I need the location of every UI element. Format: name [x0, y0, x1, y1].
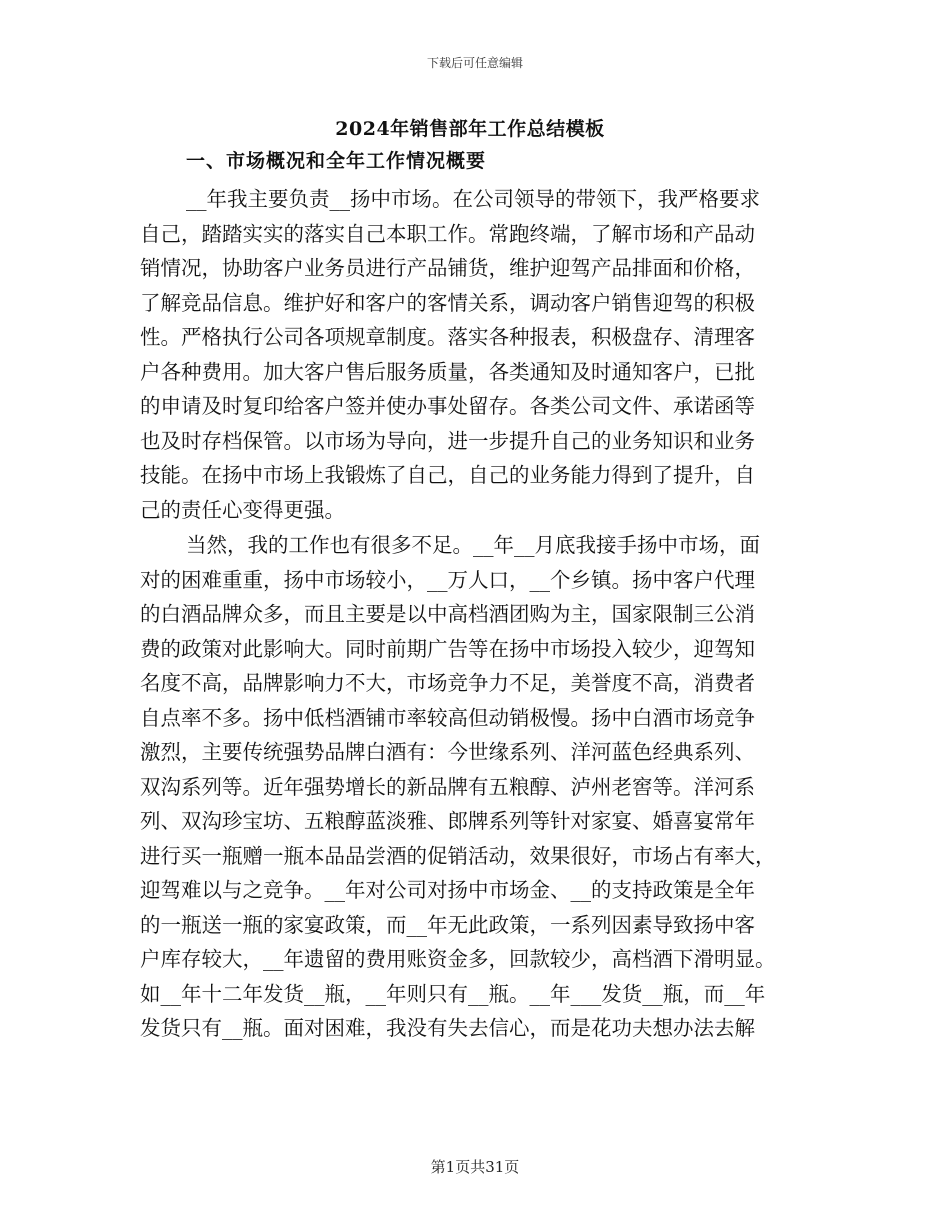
text-line: 户各种费用。加大客户售后服务质量，各类通知及时通知客户，已批 [140, 359, 755, 384]
page-footer: 第1页共31页 [430, 1158, 520, 1176]
text-line: 己的责任心变得更强。 [140, 497, 345, 522]
text-line: 了解竞品信息。维护好和客户的客情关系，调动客户销售迎驾的积极 [140, 290, 755, 315]
text-line: 名度不高，品牌影响力不大，市场竞争力不足，美誉度不高，消费者 [140, 671, 755, 695]
text-line: 的白酒品牌众多，而且主要是以中高档酒团购为主，国家限制三公消 [140, 602, 755, 626]
text-line: 对的困难重重，扬中市场较小，__万人口，__个乡镇。扬中客户代理 [140, 567, 755, 592]
section-heading: 一、市场概况和全年工作情况概要 [186, 150, 487, 172]
text-line: 销情况，协助客户业务员进行产品铺货，维护迎驾产品排面和价格， [140, 256, 755, 280]
text-line: 的申请及时复印给客户签并使办事处留存。各类公司文件、承诺函等 [140, 394, 755, 418]
text-line: __年我主要负责__扬中市场。在公司领导的带领下，我严格要求 [186, 187, 760, 211]
text-line: 技能。在扬中市场上我锻炼了自己，自己的业务能力得到了提升，自 [140, 463, 755, 487]
text-line: 列、双沟珍宝坊、五粮醇蓝淡雅、郎牌系列等针对家宴、婚喜宴常年 [140, 809, 755, 833]
text-line: 户库存较大，__年遗留的费用账资金多，回款较少，高档酒下滑明显。 [140, 947, 776, 971]
text-line: 性。严格执行公司各项规章制度。落实各种报表，积极盘存、清理客 [140, 325, 755, 349]
document-title: 2024年销售部年工作总结模板 [335, 118, 605, 140]
text-line: 激烈，主要传统强势品牌白酒有：今世缘系列、洋河蓝色经典系列、 [140, 740, 755, 764]
text-line: 的一瓶送一瓶的家宴政策，而__年无此政策，一系列因素导致扬中客 [140, 912, 755, 937]
text-line: 当然，我的工作也有很多不足。__年__月底我接手扬中市场，面 [186, 533, 760, 557]
text-line: 如__年十二年发货__瓶，__年则只有__瓶。__年___发货__瓶，而__年 [140, 981, 766, 1006]
text-line: 也及时存档保管。以市场为导向，进一步提升自己的业务知识和业务 [140, 428, 755, 453]
text-line: 发货只有__瓶。面对困难，我没有失去信心，而是花功夫想办法去解 [140, 1016, 755, 1040]
text-line: 自点率不多。扬中低档酒铺市率较高但动销极慢。扬中白酒市场竞争 [140, 705, 755, 730]
page-header: 下载后可任意编辑 [426, 56, 523, 70]
text-line: 迎驾难以与之竞争。__年对公司对扬中市场金、__的支持政策是全年 [140, 878, 755, 902]
text-line: 费的政策对此影响大。同时前期广告等在扬中市场投入较少，迎驾知 [140, 636, 755, 661]
text-line: 自己，踏踏实实的落实自己本职工作。常跑终端，了解市场和产品动 [140, 221, 755, 246]
text-line: 进行买一瓶赠一瓶本品品尝酒的促销活动，效果很好，市场占有率大， [140, 843, 776, 868]
text-line: 双沟系列等。近年强势增长的新品牌有五粮醇、泸州老窖等。洋河系 [140, 774, 755, 799]
